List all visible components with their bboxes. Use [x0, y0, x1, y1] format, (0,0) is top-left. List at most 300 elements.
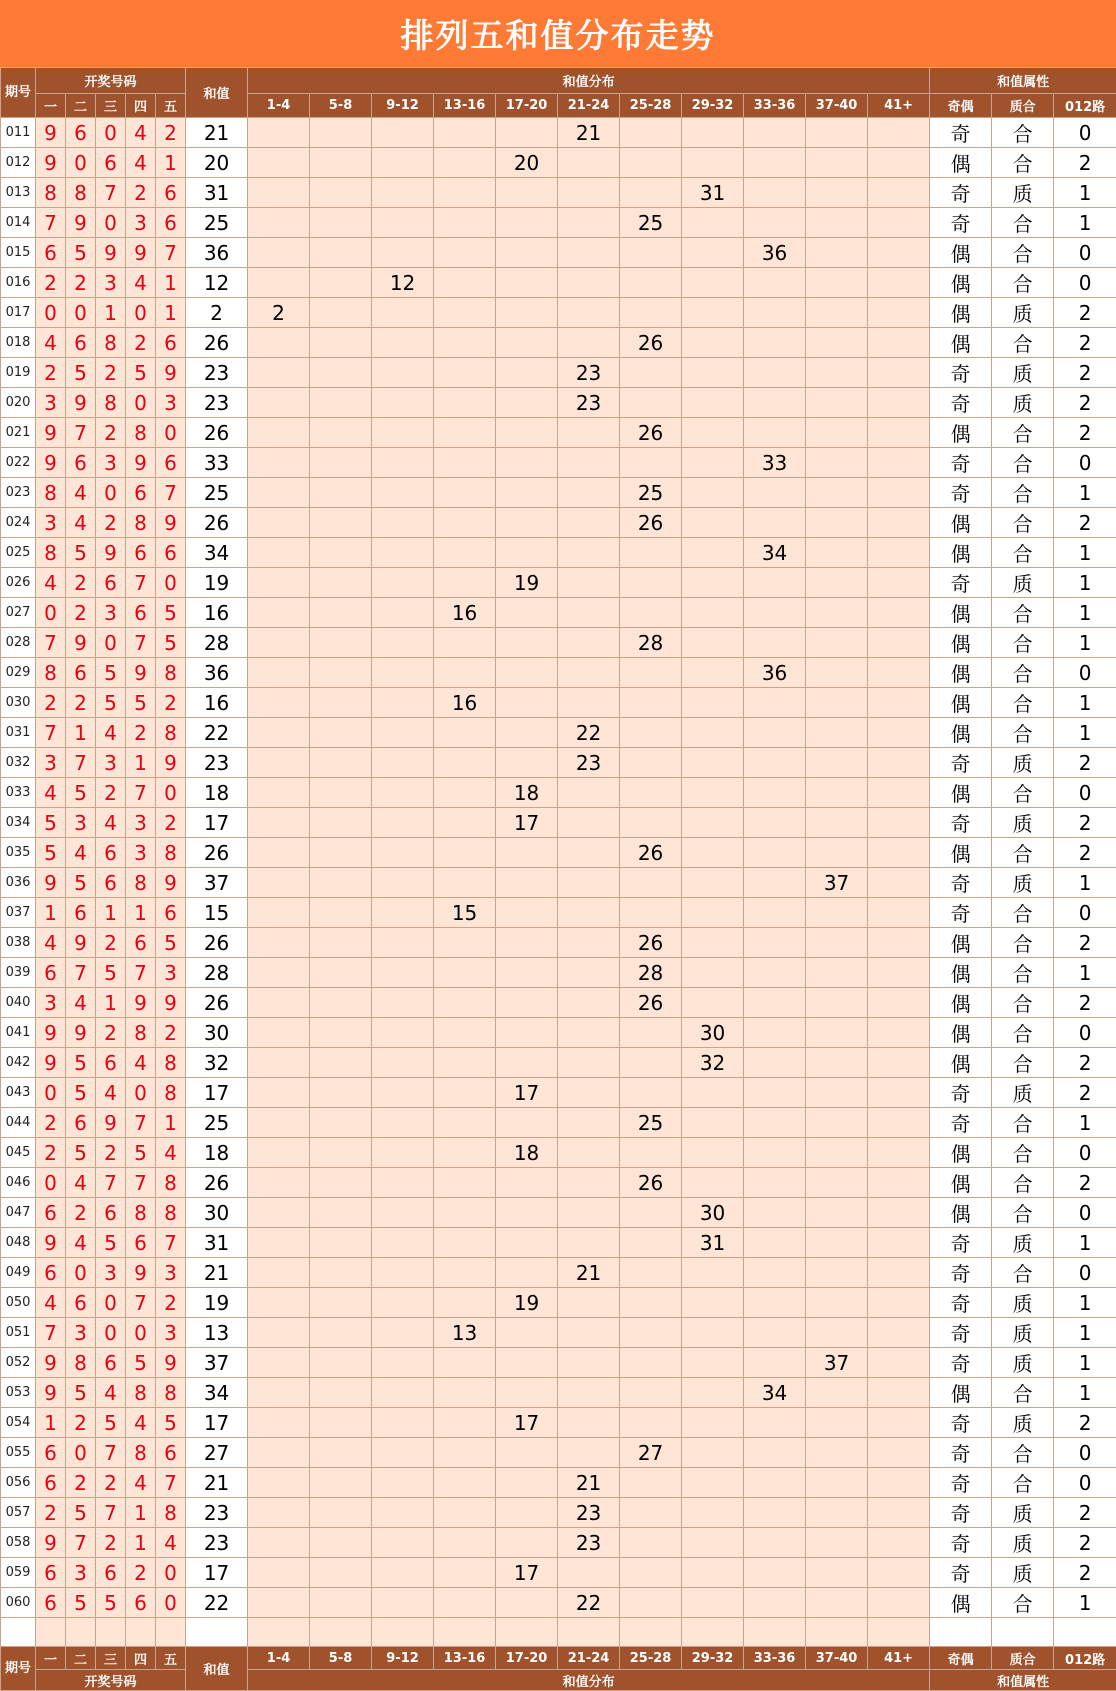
draw-digit: 0	[36, 1078, 66, 1108]
prime-composite-value: 合	[992, 118, 1054, 148]
distribution-cell	[496, 538, 558, 568]
prime-composite-value: 质	[992, 808, 1054, 838]
draw-digit: 4	[36, 568, 66, 598]
distribution-cell	[434, 868, 496, 898]
mod3-route-value: 2	[1054, 748, 1116, 778]
draw-digit: 1	[126, 898, 156, 928]
distribution-cell	[868, 958, 930, 988]
draw-digit: 6	[66, 658, 96, 688]
parity-value: 偶	[930, 508, 992, 538]
mod3-route-value: 0	[1054, 658, 1116, 688]
distribution-cell	[868, 1408, 930, 1438]
distribution-cell	[372, 1438, 434, 1468]
distribution-cell	[868, 988, 930, 1018]
distribution-cell	[558, 898, 620, 928]
range-header: 41+	[868, 94, 930, 118]
distribution-cell	[496, 928, 558, 958]
distribution-hit: 34	[744, 538, 806, 568]
table-row	[1, 1108, 1116, 1138]
table-row	[1, 118, 1116, 148]
parity-value: 奇	[930, 478, 992, 508]
issue-number: 031	[1, 718, 36, 748]
distribution-cell	[620, 238, 682, 268]
draw-digit: 0	[36, 298, 66, 328]
distribution-cell	[620, 688, 682, 718]
blank-row	[1, 1618, 1116, 1647]
draw-digit: 9	[96, 1108, 126, 1138]
draw-digit: 9	[36, 1018, 66, 1048]
distribution-hit: 22	[558, 1588, 620, 1618]
table-row	[1, 898, 1116, 928]
draw-digit: 4	[96, 1378, 126, 1408]
distribution-cell	[806, 448, 868, 478]
distribution-cell	[868, 928, 930, 958]
distribution-cell	[558, 538, 620, 568]
parity-value: 奇	[930, 1498, 992, 1528]
distribution-cell	[682, 928, 744, 958]
distribution-cell	[744, 1048, 806, 1078]
parity-value: 偶	[930, 298, 992, 328]
blank-cell	[36, 1618, 66, 1647]
footer-range-label: 1-4	[248, 1647, 310, 1670]
distribution-cell	[682, 388, 744, 418]
draw-digit: 6	[126, 1588, 156, 1618]
draw-digit: 2	[96, 778, 126, 808]
distribution-cell	[372, 808, 434, 838]
prime-composite-value: 合	[992, 478, 1054, 508]
distribution-cell	[496, 598, 558, 628]
distribution-cell	[806, 808, 868, 838]
distribution-cell	[310, 1138, 372, 1168]
issue-number: 050	[1, 1288, 36, 1318]
draw-digit: 7	[156, 1468, 186, 1498]
sum-value: 32	[186, 1048, 248, 1078]
table-row	[1, 838, 1116, 868]
distribution-cell	[496, 358, 558, 388]
draw-digit: 8	[156, 1168, 186, 1198]
distribution-cell	[372, 1378, 434, 1408]
prime-composite-value: 质	[992, 1498, 1054, 1528]
draw-digit: 3	[96, 598, 126, 628]
issue-number: 043	[1, 1078, 36, 1108]
distribution-cell	[682, 1528, 744, 1558]
table-row	[1, 208, 1116, 238]
distribution-cell	[248, 1438, 310, 1468]
distribution-cell	[248, 1048, 310, 1078]
parity-value: 偶	[930, 598, 992, 628]
distribution-cell	[744, 838, 806, 868]
distribution-cell	[372, 118, 434, 148]
distribution-cell	[682, 1378, 744, 1408]
draw-digit: 4	[66, 988, 96, 1018]
parity-value: 奇	[930, 1408, 992, 1438]
draw-digit: 3	[36, 988, 66, 1018]
distribution-cell	[682, 1408, 744, 1438]
distribution-cell	[248, 748, 310, 778]
distribution-cell	[868, 1018, 930, 1048]
distribution-cell	[868, 658, 930, 688]
distribution-cell	[620, 1138, 682, 1168]
draw-digit: 9	[36, 1348, 66, 1378]
distribution-cell	[372, 718, 434, 748]
distribution-cell	[310, 178, 372, 208]
draw-digit: 0	[126, 298, 156, 328]
distribution-cell	[806, 988, 868, 1018]
table-row	[1, 718, 1116, 748]
distribution-cell	[372, 208, 434, 238]
sum-value: 18	[186, 778, 248, 808]
distribution-cell	[496, 1108, 558, 1138]
draw-digit: 6	[96, 1048, 126, 1078]
draw-digit: 3	[126, 208, 156, 238]
distribution-cell	[682, 1288, 744, 1318]
mod3-route-value: 1	[1054, 958, 1116, 988]
distribution-cell	[868, 1498, 930, 1528]
distribution-cell	[620, 1588, 682, 1618]
distribution-cell	[620, 718, 682, 748]
prime-composite-value: 合	[992, 1048, 1054, 1078]
draw-digit: 4	[96, 1078, 126, 1108]
distribution-cell	[310, 1108, 372, 1138]
distribution-cell	[496, 1198, 558, 1228]
distribution-cell	[558, 268, 620, 298]
distribution-cell	[620, 868, 682, 898]
draw-digit: 5	[66, 358, 96, 388]
distribution-cell	[372, 1408, 434, 1438]
draw-digit: 4	[36, 778, 66, 808]
draw-digit: 2	[36, 1138, 66, 1168]
mod3-route-value: 0	[1054, 1198, 1116, 1228]
table-row	[1, 238, 1116, 268]
distribution-cell	[558, 448, 620, 478]
distribution-cell	[682, 358, 744, 388]
table-row	[1, 508, 1116, 538]
distribution-cell	[496, 178, 558, 208]
distribution-cell	[372, 568, 434, 598]
distribution-cell	[310, 928, 372, 958]
distribution-hit: 19	[496, 1288, 558, 1318]
distribution-cell	[248, 568, 310, 598]
distribution-cell	[620, 1228, 682, 1258]
digit-position-header: 二	[66, 94, 96, 118]
distribution-cell	[744, 898, 806, 928]
distribution-cell	[682, 598, 744, 628]
draw-digit: 3	[96, 268, 126, 298]
draw-digit: 6	[66, 118, 96, 148]
parity-value: 奇	[930, 1258, 992, 1288]
issue-header: 期号	[1, 68, 36, 118]
distribution-cell	[248, 1348, 310, 1378]
distribution-cell	[682, 958, 744, 988]
distribution-cell	[744, 1318, 806, 1348]
draw-digit: 4	[126, 1468, 156, 1498]
draw-digit: 7	[36, 208, 66, 238]
mod3-route-value: 2	[1054, 1168, 1116, 1198]
distribution-cell	[868, 1588, 930, 1618]
draw-digit: 1	[126, 1498, 156, 1528]
draw-digit: 1	[66, 718, 96, 748]
table-row	[1, 388, 1116, 418]
distribution-cell	[682, 1588, 744, 1618]
draw-digit: 8	[156, 1378, 186, 1408]
sum-value: 16	[186, 688, 248, 718]
distribution-cell	[434, 448, 496, 478]
distribution-cell	[558, 1378, 620, 1408]
draw-digit: 3	[126, 838, 156, 868]
distribution-cell	[868, 358, 930, 388]
distribution-hit: 33	[744, 448, 806, 478]
draw-digit: 6	[126, 928, 156, 958]
distribution-cell	[558, 928, 620, 958]
draw-digit: 9	[66, 1018, 96, 1048]
draw-digit: 0	[156, 568, 186, 598]
issue-number: 034	[1, 808, 36, 838]
distribution-hit: 26	[620, 418, 682, 448]
distribution-cell	[434, 808, 496, 838]
attribute-column-header: 奇偶	[930, 94, 992, 118]
distribution-cell	[868, 208, 930, 238]
distribution-cell	[558, 838, 620, 868]
distribution-hit: 17	[496, 1078, 558, 1108]
footer-sum-attribute-label: 和值属性	[930, 1670, 1116, 1691]
range-header: 29-32	[682, 94, 744, 118]
draw-digit: 7	[66, 958, 96, 988]
draw-digit: 7	[96, 1498, 126, 1528]
distribution-cell	[310, 658, 372, 688]
parity-value: 奇	[930, 1528, 992, 1558]
table-row	[1, 988, 1116, 1018]
distribution-hit: 28	[620, 628, 682, 658]
table-row	[1, 658, 1116, 688]
distribution-cell	[558, 178, 620, 208]
distribution-cell	[496, 448, 558, 478]
draw-digit: 6	[96, 868, 126, 898]
mod3-route-value: 0	[1054, 1258, 1116, 1288]
draw-digit: 6	[126, 538, 156, 568]
issue-number: 025	[1, 538, 36, 568]
distribution-cell	[744, 148, 806, 178]
footer-attribute-label: 质合	[992, 1647, 1054, 1670]
distribution-cell	[558, 958, 620, 988]
distribution-cell	[310, 148, 372, 178]
distribution-cell	[372, 928, 434, 958]
distribution-cell	[868, 238, 930, 268]
draw-digit: 2	[66, 1408, 96, 1438]
distribution-cell	[248, 1378, 310, 1408]
distribution-cell	[744, 1408, 806, 1438]
distribution-cell	[744, 1558, 806, 1588]
draw-digit: 5	[126, 688, 156, 718]
distribution-cell	[372, 298, 434, 328]
distribution-cell	[806, 178, 868, 208]
distribution-cell	[868, 1198, 930, 1228]
draw-digit: 5	[96, 658, 126, 688]
mod3-route-value: 2	[1054, 1498, 1116, 1528]
draw-digit: 6	[96, 568, 126, 598]
sum-value: 21	[186, 1258, 248, 1288]
draw-digit: 0	[156, 1558, 186, 1588]
draw-digit: 5	[156, 628, 186, 658]
prime-composite-value: 合	[992, 658, 1054, 688]
draw-digit: 0	[96, 208, 126, 238]
blank-cell	[744, 1618, 806, 1647]
draw-digit: 6	[36, 1438, 66, 1468]
distribution-cell	[248, 1498, 310, 1528]
draw-digit: 3	[36, 508, 66, 538]
distribution-cell	[310, 1348, 372, 1378]
footer-range-label: 37-40	[806, 1647, 868, 1670]
draw-digit: 9	[36, 148, 66, 178]
prime-composite-value: 合	[992, 1438, 1054, 1468]
mod3-route-value: 1	[1054, 868, 1116, 898]
distribution-cell	[372, 1558, 434, 1588]
mod3-route-value: 0	[1054, 898, 1116, 928]
distribution-cell	[620, 1468, 682, 1498]
sum-value: 27	[186, 1438, 248, 1468]
distribution-cell	[248, 928, 310, 958]
draw-digit: 5	[126, 358, 156, 388]
draw-digit: 2	[36, 688, 66, 718]
distribution-cell	[248, 238, 310, 268]
draw-digit: 1	[36, 898, 66, 928]
footer-issue-label: 期号	[1, 1647, 36, 1691]
distribution-cell	[682, 268, 744, 298]
draw-number-header: 开奖号码	[36, 68, 186, 94]
sum-value: 15	[186, 898, 248, 928]
mod3-route-value: 0	[1054, 1468, 1116, 1498]
distribution-cell	[744, 1198, 806, 1228]
draw-digit: 0	[66, 148, 96, 178]
parity-value: 奇	[930, 358, 992, 388]
sum-value: 18	[186, 1138, 248, 1168]
draw-digit: 6	[156, 448, 186, 478]
draw-digit: 9	[126, 988, 156, 1018]
distribution-cell	[496, 208, 558, 238]
mod3-route-value: 1	[1054, 1228, 1116, 1258]
issue-number: 044	[1, 1108, 36, 1138]
parity-value: 偶	[930, 1378, 992, 1408]
parity-value: 奇	[930, 1438, 992, 1468]
distribution-cell	[806, 1228, 868, 1258]
distribution-cell	[682, 298, 744, 328]
distribution-cell	[434, 838, 496, 868]
distribution-cell	[868, 1528, 930, 1558]
distribution-cell	[434, 988, 496, 1018]
footer-digit-position: 五	[156, 1647, 186, 1670]
prime-composite-value: 质	[992, 748, 1054, 778]
distribution-cell	[682, 568, 744, 598]
sum-value: 30	[186, 1018, 248, 1048]
distribution-cell	[744, 298, 806, 328]
range-header: 13-16	[434, 94, 496, 118]
mod3-route-value: 0	[1054, 448, 1116, 478]
table-row	[1, 808, 1116, 838]
draw-digit: 1	[126, 748, 156, 778]
distribution-cell	[434, 1018, 496, 1048]
distribution-cell	[682, 808, 744, 838]
table-row	[1, 298, 1116, 328]
distribution-cell	[806, 658, 868, 688]
distribution-cell	[434, 1348, 496, 1378]
distribution-cell	[682, 418, 744, 448]
mod3-route-value: 1	[1054, 598, 1116, 628]
mod3-route-value: 1	[1054, 628, 1116, 658]
draw-digit: 7	[156, 1228, 186, 1258]
distribution-cell	[744, 568, 806, 598]
draw-digit: 9	[126, 1258, 156, 1288]
distribution-cell	[434, 1108, 496, 1138]
draw-digit: 2	[66, 688, 96, 718]
mod3-route-value: 0	[1054, 1138, 1116, 1168]
distribution-cell	[496, 988, 558, 1018]
table-row	[1, 148, 1116, 178]
issue-number: 033	[1, 778, 36, 808]
table-row	[1, 1138, 1116, 1168]
mod3-route-value: 1	[1054, 718, 1116, 748]
parity-value: 偶	[930, 1138, 992, 1168]
draw-digit: 9	[36, 868, 66, 898]
distribution-cell	[434, 1258, 496, 1288]
distribution-cell	[744, 988, 806, 1018]
distribution-hit: 25	[620, 1108, 682, 1138]
table-row	[1, 748, 1116, 778]
draw-digit: 6	[66, 328, 96, 358]
prime-composite-value: 合	[992, 1378, 1054, 1408]
prime-composite-value: 质	[992, 178, 1054, 208]
distribution-cell	[372, 538, 434, 568]
parity-value: 偶	[930, 1168, 992, 1198]
distribution-cell	[620, 1558, 682, 1588]
distribution-cell	[434, 958, 496, 988]
sum-value: 26	[186, 928, 248, 958]
parity-value: 偶	[930, 538, 992, 568]
issue-number: 058	[1, 1528, 36, 1558]
issue-number: 024	[1, 508, 36, 538]
prime-composite-value: 合	[992, 1168, 1054, 1198]
distribution-cell	[806, 898, 868, 928]
distribution-hit: 34	[744, 1378, 806, 1408]
sum-value: 30	[186, 1198, 248, 1228]
issue-number: 048	[1, 1228, 36, 1258]
mod3-route-value: 2	[1054, 928, 1116, 958]
draw-digit: 2	[156, 1288, 186, 1318]
distribution-cell	[744, 1588, 806, 1618]
distribution-hit: 22	[558, 718, 620, 748]
draw-digit: 2	[156, 118, 186, 148]
distribution-hit: 28	[620, 958, 682, 988]
distribution-cell	[434, 928, 496, 958]
distribution-cell	[372, 1198, 434, 1228]
table-row	[1, 1198, 1116, 1228]
distribution-cell	[248, 1468, 310, 1498]
draw-digit: 8	[156, 838, 186, 868]
footer-range-label: 21-24	[558, 1647, 620, 1670]
distribution-cell	[620, 178, 682, 208]
parity-value: 偶	[930, 418, 992, 448]
issue-number: 021	[1, 418, 36, 448]
distribution-cell	[248, 178, 310, 208]
distribution-cell	[248, 808, 310, 838]
draw-digit: 7	[66, 748, 96, 778]
draw-digit: 4	[126, 268, 156, 298]
distribution-cell	[806, 1198, 868, 1228]
footer-range-label: 5-8	[310, 1647, 372, 1670]
distribution-cell	[682, 868, 744, 898]
distribution-cell	[248, 538, 310, 568]
distribution-cell	[868, 868, 930, 898]
distribution-cell	[372, 1528, 434, 1558]
range-header: 5-8	[310, 94, 372, 118]
